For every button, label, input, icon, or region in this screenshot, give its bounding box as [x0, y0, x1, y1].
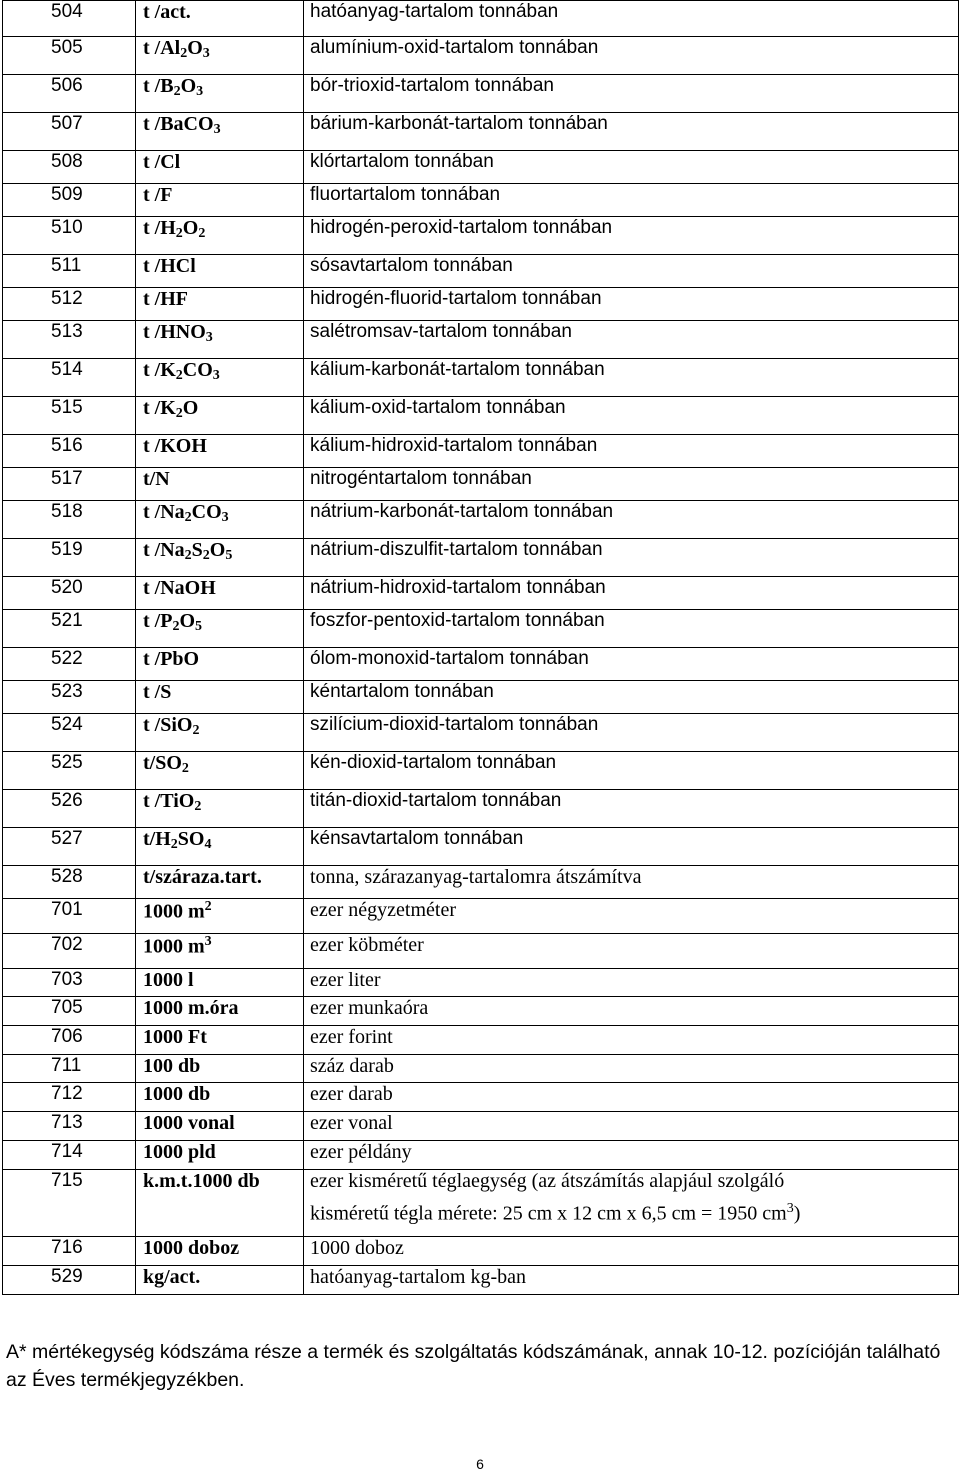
table-row — [3, 321, 959, 359]
unit-symbol-part: 100 db — [143, 1055, 201, 1077]
unit-code-cell: 701 — [3, 899, 136, 934]
unit-code-cell: 522 — [3, 648, 136, 681]
unit-symbol-part: 1000 l — [143, 969, 194, 991]
table-row — [3, 714, 959, 752]
unit-symbol-part: O — [182, 217, 199, 239]
unit-symbol-part: 5 — [195, 619, 202, 634]
unit-code-cell: 505 — [3, 37, 136, 75]
table-row — [3, 501, 959, 539]
unit-symbol-part: 2 — [202, 548, 210, 563]
unit-symbol-part: 3 — [205, 330, 213, 345]
unit-description-cell: fluortartalom tonnában — [304, 184, 959, 217]
unit-symbol-part: S — [191, 539, 203, 561]
table-row — [3, 681, 959, 714]
table-body — [3, 1, 959, 1295]
unit-symbol-cell — [136, 501, 304, 539]
unit-symbol-part: O — [180, 75, 197, 97]
unit-symbol-cell — [136, 1026, 304, 1055]
unit-code-cell: 519 — [3, 539, 136, 577]
unit-code-cell: 714 — [3, 1141, 136, 1170]
unit-symbol-part: t /HCl — [143, 255, 196, 277]
unit-description-cell: nátrium-karbonát-tartalom tonnában — [304, 501, 959, 539]
unit-description-cell: tonna, szárazanyag-tartalomra átszámítva — [304, 866, 959, 899]
unit-symbol-cell — [136, 1266, 304, 1295]
unit-symbol-part: t /B — [143, 75, 174, 97]
unit-code-cell: 529 — [3, 1266, 136, 1295]
table-row — [3, 397, 959, 435]
unit-symbol-part: 3 — [202, 46, 210, 61]
unit-symbol-part: t /H — [143, 217, 176, 239]
unit-symbol-cell — [136, 610, 304, 648]
unit-symbol-part: t /P — [143, 610, 173, 632]
unit-symbol-part: 2 — [194, 799, 202, 814]
unit-symbol-part: O — [209, 539, 226, 561]
unit-symbol-cell — [136, 648, 304, 681]
unit-description-cell: kálium-oxid-tartalom tonnában — [304, 397, 959, 435]
unit-description-cell: ezer forint — [304, 1026, 959, 1055]
table-row — [3, 1170, 959, 1237]
unit-code-cell: 506 — [3, 75, 136, 113]
unit-description-cell: hatóanyag-tartalom kg-ban — [304, 1266, 959, 1295]
unit-description-cell: kálium-hidroxid-tartalom tonnában — [304, 435, 959, 468]
table-row — [3, 1237, 959, 1266]
unit-symbol-cell — [136, 1083, 304, 1112]
unit-symbol-part: 3 — [213, 122, 221, 137]
unit-symbol-part: t/N — [143, 468, 170, 490]
unit-symbol-part: O — [182, 397, 199, 419]
unit-symbol-part: t /KOH — [143, 435, 207, 457]
unit-code-cell: 713 — [3, 1112, 136, 1141]
unit-symbol-part: t /HF — [143, 288, 188, 310]
unit-symbol-cell — [136, 539, 304, 577]
table-row — [3, 1026, 959, 1055]
unit-symbol-part: 2 — [175, 406, 183, 421]
unit-symbol-cell — [136, 435, 304, 468]
unit-symbol-part: 4 — [204, 837, 212, 852]
unit-symbol-part: t /Cl — [143, 151, 181, 173]
unit-symbol-cell — [136, 934, 304, 969]
unit-description-cell: titán-dioxid-tartalom tonnában — [304, 790, 959, 828]
table-row — [3, 184, 959, 217]
unit-symbol-cell — [136, 359, 304, 397]
table-row — [3, 969, 959, 997]
unit-description-cell: bárium-karbonát-tartalom tonnában — [304, 113, 959, 151]
unit-symbol-part: SO — [177, 828, 205, 850]
footnote: A* mértékegység kódszáma része a termék és szolgáltatás kódszámának, annak 10-12. pozícióján található az Éves termékjegyzékben. — [6, 1341, 941, 1391]
unit-symbol-part: t /Na — [143, 539, 185, 561]
unit-code-cell: 711 — [3, 1055, 136, 1083]
unit-symbol-part: 3 — [212, 368, 220, 383]
unit-symbol-part: t /act. — [143, 1, 191, 23]
unit-code-cell: 706 — [3, 1026, 136, 1055]
unit-symbol-cell — [136, 1055, 304, 1083]
unit-description-cell: sósavtartalom tonnában — [304, 255, 959, 288]
unit-symbol-cell — [136, 397, 304, 435]
table-row — [3, 435, 959, 468]
table-row — [3, 75, 959, 113]
unit-symbol-part: 3 — [204, 934, 212, 949]
unit-symbol-cell — [136, 217, 304, 255]
unit-symbol-part: 2 — [181, 761, 189, 776]
unit-symbol-cell — [136, 1141, 304, 1170]
unit-symbol-part: t /PbO — [143, 648, 200, 670]
unit-code-cell: 527 — [3, 828, 136, 866]
unit-code-table — [2, 0, 959, 1295]
superscript: 3 — [786, 1201, 794, 1216]
unit-description-cell: salétromsav-tartalom tonnában — [304, 321, 959, 359]
unit-symbol-part: 2 — [204, 899, 212, 914]
unit-description-cell: bór-trioxid-tartalom tonnában — [304, 75, 959, 113]
unit-description-cell: ezer négyzetméter — [304, 899, 959, 934]
unit-description-cell: 1000 doboz — [304, 1237, 959, 1266]
unit-symbol-cell — [136, 37, 304, 75]
table-row — [3, 790, 959, 828]
unit-description-cell: ezer köbméter — [304, 934, 959, 969]
unit-code-cell: 520 — [3, 577, 136, 610]
unit-symbol-cell — [136, 184, 304, 217]
unit-symbol-cell — [136, 1237, 304, 1266]
unit-description-cell: foszfor-pentoxid-tartalom tonnában — [304, 610, 959, 648]
unit-code-cell: 510 — [3, 217, 136, 255]
unit-description-cell: hidrogén-peroxid-tartalom tonnában — [304, 217, 959, 255]
unit-symbol-part: 2 — [192, 723, 200, 738]
unit-symbol-part: t /HNO — [143, 321, 206, 343]
table-row — [3, 899, 959, 934]
unit-description-cell: száz darab — [304, 1055, 959, 1083]
unit-symbol-part: CO — [182, 359, 213, 381]
unit-code-cell: 716 — [3, 1237, 136, 1266]
unit-symbol-cell — [136, 681, 304, 714]
unit-code-cell: 715 — [3, 1170, 136, 1237]
unit-description-cell: szilícium-dioxid-tartalom tonnában — [304, 714, 959, 752]
unit-code-cell: 512 — [3, 288, 136, 321]
table-row — [3, 1, 959, 37]
unit-description-cell: ezer példány — [304, 1141, 959, 1170]
unit-symbol-part: 5 — [225, 548, 233, 563]
unit-code-cell: 516 — [3, 435, 136, 468]
unit-description-cell: kálium-karbonát-tartalom tonnában — [304, 359, 959, 397]
unit-description-cell: kén-dioxid-tartalom tonnában — [304, 752, 959, 790]
unit-symbol-cell — [136, 288, 304, 321]
table-row — [3, 1112, 959, 1141]
unit-symbol-part: t /K — [143, 359, 176, 381]
unit-code-cell: 514 — [3, 359, 136, 397]
unit-symbol-part: 3 — [196, 84, 204, 99]
unit-symbol-part: 1000 vonal — [143, 1112, 235, 1134]
unit-symbol-part: 1000 db — [143, 1083, 211, 1105]
unit-description-cell: ólom-monoxid-tartalom tonnában — [304, 648, 959, 681]
unit-symbol-part: O — [179, 610, 195, 632]
unit-description-cell: ezer vonal — [304, 1112, 959, 1141]
unit-symbol-part: t /Na — [143, 501, 185, 523]
unit-symbol-part: 2 — [184, 510, 192, 525]
table-row — [3, 288, 959, 321]
unit-symbol-cell — [136, 899, 304, 934]
description-text: kisméretű tégla mérete: 25 cm x 12 cm x 6,5 cm = 1950 cm — [310, 1202, 787, 1225]
page-number: 6 — [476, 1456, 484, 1472]
table-row — [3, 828, 959, 866]
unit-symbol-cell — [136, 255, 304, 288]
unit-symbol-part: t /NaOH — [143, 577, 216, 599]
unit-symbol-part: 2 — [184, 548, 192, 563]
unit-description-cell: ezer liter — [304, 969, 959, 997]
unit-symbol-part: t /K — [143, 397, 176, 419]
table-row — [3, 934, 959, 969]
unit-description-cell: ezer munkaóra — [304, 997, 959, 1026]
unit-code-cell: 524 — [3, 714, 136, 752]
unit-code-cell: 508 — [3, 151, 136, 184]
unit-symbol-part: k.m.t.1000 db — [143, 1170, 260, 1192]
unit-symbol-cell — [136, 828, 304, 866]
unit-symbol-cell — [136, 577, 304, 610]
unit-symbol-part: 1000 m.óra — [143, 997, 239, 1019]
unit-symbol-cell — [136, 714, 304, 752]
unit-code-cell: 515 — [3, 397, 136, 435]
unit-description-cell: hatóanyag-tartalom tonnában — [304, 1, 959, 37]
unit-symbol-part: t /TiO — [143, 790, 195, 812]
table-row — [3, 577, 959, 610]
unit-symbol-part: t /SiO — [143, 714, 193, 736]
unit-symbol-cell — [136, 1112, 304, 1141]
description-text: ) — [793, 1202, 801, 1225]
table-row — [3, 610, 959, 648]
unit-code-cell: 521 — [3, 610, 136, 648]
unit-symbol-part: 2 — [198, 226, 206, 241]
unit-symbol-part: 2 — [175, 368, 183, 383]
unit-code-cell: 702 — [3, 934, 136, 969]
unit-symbol-part: CO — [191, 501, 222, 523]
table-row — [3, 648, 959, 681]
unit-symbol-cell — [136, 113, 304, 151]
table-row — [3, 151, 959, 184]
unit-code-cell: 509 — [3, 184, 136, 217]
unit-code-cell: 705 — [3, 997, 136, 1026]
unit-code-cell: 511 — [3, 255, 136, 288]
unit-symbol-cell — [136, 75, 304, 113]
unit-symbol-cell — [136, 151, 304, 184]
table-row — [3, 752, 959, 790]
unit-symbol-part: 1000 Ft — [143, 1026, 207, 1048]
table-row — [3, 217, 959, 255]
unit-code-cell: 504 — [3, 1, 136, 37]
unit-symbol-part: 2 — [175, 226, 183, 241]
unit-code-cell: 517 — [3, 468, 136, 501]
unit-symbol-part: 1000 pld — [143, 1141, 216, 1163]
unit-symbol-part: O — [187, 37, 203, 59]
unit-symbol-part: 3 — [221, 510, 229, 525]
unit-symbol-cell — [136, 1170, 304, 1237]
unit-description-cell: nátrium-diszulfit-tartalom tonnában — [304, 539, 959, 577]
unit-symbol-part: 2 — [173, 84, 181, 99]
unit-symbol-part: 2 — [180, 46, 188, 61]
description-line — [310, 1201, 958, 1226]
unit-symbol-part: 2 — [172, 619, 180, 634]
unit-symbol-part: kg/act. — [143, 1266, 201, 1288]
unit-description-cell: hidrogén-fluorid-tartalom tonnában — [304, 288, 959, 321]
unit-description-cell: klórtartalom tonnában — [304, 151, 959, 184]
unit-code-cell: 528 — [3, 866, 136, 899]
unit-symbol-cell — [136, 866, 304, 899]
unit-symbol-part: t /F — [143, 184, 173, 206]
unit-symbol-cell — [136, 468, 304, 501]
unit-description-cell: alumínium-oxid-tartalom tonnában — [304, 37, 959, 75]
table-row — [3, 1266, 959, 1295]
table-row — [3, 1141, 959, 1170]
unit-code-cell: 523 — [3, 681, 136, 714]
unit-symbol-part: 1000 m — [143, 900, 205, 923]
table-row — [3, 866, 959, 899]
unit-description-cell — [304, 1170, 959, 1237]
unit-symbol-cell — [136, 1, 304, 37]
table-row — [3, 359, 959, 397]
unit-code-cell: 507 — [3, 113, 136, 151]
unit-description-cell: ezer darab — [304, 1083, 959, 1112]
unit-symbol-part: 1000 m — [143, 935, 205, 958]
table-row — [3, 1083, 959, 1112]
description-line: ezer kisméretű téglaegység (az átszámítás alapjául szolgáló — [310, 1170, 785, 1192]
unit-code-cell: 703 — [3, 969, 136, 997]
unit-symbol-part: t /Al — [143, 37, 181, 59]
unit-symbol-cell — [136, 997, 304, 1026]
unit-symbol-cell — [136, 321, 304, 359]
unit-symbol-cell — [136, 752, 304, 790]
unit-description-cell: nitrogéntartalom tonnában — [304, 468, 959, 501]
unit-code-cell: 518 — [3, 501, 136, 539]
unit-symbol-part: t/H — [143, 828, 171, 850]
unit-symbol-cell — [136, 790, 304, 828]
unit-symbol-part: 2 — [170, 837, 178, 852]
table-row — [3, 37, 959, 75]
table-row — [3, 1055, 959, 1083]
unit-description-cell: kéntartalom tonnában — [304, 681, 959, 714]
unit-symbol-cell — [136, 969, 304, 997]
unit-code-cell: 712 — [3, 1083, 136, 1112]
unit-symbol-part: t /BaCO — [143, 113, 214, 135]
unit-symbol-part: t /S — [143, 681, 172, 703]
unit-symbol-part: t/száraza.tart. — [143, 866, 262, 888]
table-row — [3, 255, 959, 288]
table-row — [3, 113, 959, 151]
unit-code-cell: 513 — [3, 321, 136, 359]
unit-description-cell: kénsavtartalom tonnában — [304, 828, 959, 866]
table-row — [3, 539, 959, 577]
table-row — [3, 468, 959, 501]
unit-description-cell: nátrium-hidroxid-tartalom tonnában — [304, 577, 959, 610]
unit-symbol-part: t/SO — [143, 752, 182, 774]
unit-code-cell: 526 — [3, 790, 136, 828]
unit-code-cell: 525 — [3, 752, 136, 790]
unit-symbol-part: 1000 doboz — [143, 1237, 240, 1259]
table-row — [3, 997, 959, 1026]
